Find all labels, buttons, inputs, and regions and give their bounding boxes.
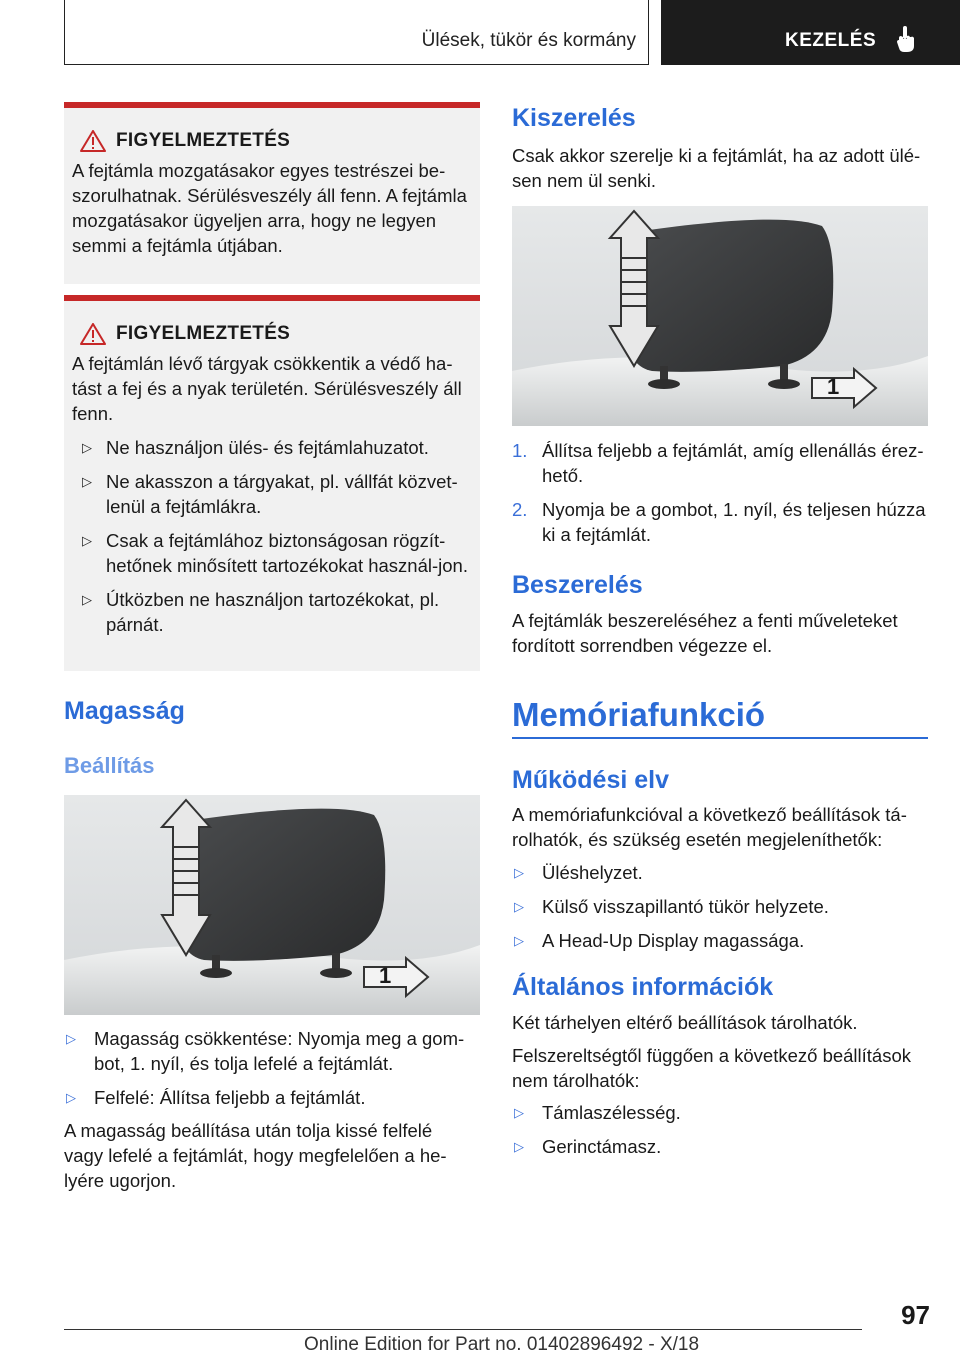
beszereles-text: A fejtámlák beszereléséhez a fenti műveleteket fordított sorrendben végezze el. (512, 610, 898, 656)
triangle-bullet-icon: ▷ (514, 1105, 524, 1120)
altalanos-text-2: Felszereltségtől függően a következő beállítások nem tárolhatók: (512, 1045, 912, 1091)
height-adjust-list (64, 1026, 480, 1119)
triangle-bullet-icon: ▷ (82, 533, 92, 548)
list-item: ▷ Támlaszélesség. (514, 1102, 681, 1123)
list-item: ▷ Külső visszapillantó tükör helyzete. (514, 896, 829, 917)
warning-text: A fejtámlán lévő tárgyak csökkentik a védő ha-tást a fej és a nyak területén. Sérülésveszély áll fenn. (72, 353, 462, 424)
triangle-bullet-icon: ▷ (514, 933, 524, 948)
triangle-bullet-icon: ▷ (66, 1031, 76, 1046)
subheading-beallitas: Beállítás (64, 753, 155, 778)
triangle-bullet-icon: ▷ (514, 899, 524, 914)
section-heading-beszereles: Beszerelés (512, 571, 643, 599)
warning-triangle-icon (80, 130, 106, 152)
warning-title-row (80, 130, 472, 152)
header-chapter-tab[interactable] (661, 0, 960, 65)
footer-divider (64, 1329, 862, 1330)
list-item: ▷ Gerinctámasz. (514, 1136, 662, 1157)
kiszereles-text: Csak akkor szerelje ki a fejtámlát, ha az adott ülé-sen nem ül senki. (512, 145, 921, 191)
hand-pointer-icon (895, 25, 917, 53)
warning-triangle-icon (80, 323, 106, 345)
list-item: ▷ Magasság csökkentése: Nyomja meg a gom-bot, 1. nyíl, és tolja lefelé a fejtámlát. (66, 1028, 465, 1074)
warning-list (72, 435, 472, 637)
non-storable-list (512, 1100, 928, 1168)
memory-settings-list (512, 860, 928, 962)
section-heading-altalanos: Általános információk (512, 973, 774, 1001)
list-item: ▷ Felfelé: Állítsa feljebb a fejtámlát. (66, 1087, 366, 1108)
warning-box-objects (64, 295, 480, 671)
altalanos-text-1: Két tárhelyen eltérő beállítások tárolhatók. (512, 1012, 858, 1033)
triangle-bullet-icon: ▷ (82, 474, 92, 489)
header-chapter-label: KEZELÉS (785, 30, 877, 51)
heading-underline (512, 737, 928, 739)
warning-title: FIGYELMEZTETÉS (116, 130, 291, 151)
footer-edition: Online Edition for Part no. 01402896492 - X/18 (304, 1334, 700, 1355)
triangle-bullet-icon: ▷ (82, 592, 92, 607)
headrest-height-figure (64, 795, 480, 1015)
list-item: ▷ Üléshelyzet. (514, 862, 643, 883)
list-item: 2. Nyomja be a gombot, 1. nyíl, és teljesen húzza ki a fejtámlát. (512, 499, 926, 545)
triangle-bullet-icon: ▷ (66, 1090, 76, 1105)
height-adjust-note: A magasság beállítása után tolja kissé felfelé vagy lefelé a fejtámlát, hogy megfelelően a he-lyére ugorjon. (64, 1120, 447, 1191)
list-item: ▷ Ne akasszon a tárgyakat, pl. vállfát közvet-lenül a fejtámlákra. (82, 471, 458, 517)
figure-callout-label: 1 (827, 374, 840, 399)
triangle-bullet-icon: ▷ (82, 440, 92, 455)
list-item: ▷ Útközben ne használjon tartozékokat, pl. párnát. (82, 589, 440, 635)
triangle-bullet-icon: ▷ (514, 865, 524, 880)
section-heading-magassag: Magasság (64, 697, 185, 725)
header-section-title: Ülések, tükör és kormány (421, 30, 636, 51)
headrest-removal-figure (512, 206, 928, 426)
list-item: ▷ A Head-Up Display magassága. (514, 930, 805, 951)
section-heading-mukodesi-elv: Működési elv (512, 766, 669, 794)
headrest-illustration (512, 206, 928, 426)
warning-title: FIGYELMEZTETÉS (116, 323, 291, 344)
warning-box-pinch (64, 102, 480, 284)
headrest-illustration (64, 795, 480, 1015)
warning-text: A fejtámla mozgatásakor egyes testrészei be-szorulhatnak. Sérülésveszély áll fenn. A fejtámla mozgatásakor ügyeljen arra, hogy ne legyen semmi a fejtámla útjában. (72, 160, 467, 256)
warning-title-row (80, 323, 472, 345)
chapter-heading-memoriafunkcio: Memóriafunkció (512, 696, 766, 733)
page-number: 97 (901, 1300, 930, 1330)
list-item: ▷ Ne használjon ülés- és fejtámlahuzatot. (82, 437, 429, 458)
figure-callout-label: 1 (379, 963, 392, 988)
list-item: ▷ Csak a fejtámlához biztonságosan rögzít-hetőnek minősített tartozékokat használ-jon. (82, 530, 468, 576)
removal-steps-list (512, 438, 928, 556)
list-item: 1. Állítsa feljebb a fejtámlát, amíg ellenállás érez-hető. (512, 440, 924, 486)
memoria-text: A memóriafunkcióval a következő beállítások tá-rolhatók, és szükség esetén megjeleníthetők: (512, 804, 907, 850)
triangle-bullet-icon: ▷ (514, 1139, 524, 1154)
section-heading-kiszereles: Kiszerelés (512, 104, 636, 132)
header-section-box (64, 0, 649, 65)
